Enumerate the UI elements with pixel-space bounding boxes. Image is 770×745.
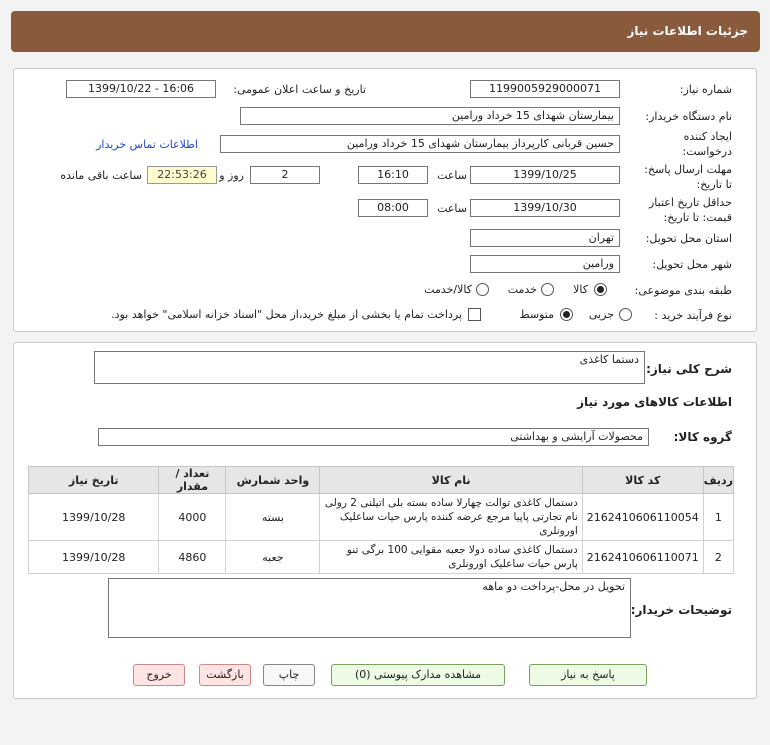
- province-field: تهران: [470, 229, 620, 247]
- process-option-medium: متوسط: [519, 308, 554, 321]
- category-radio-service[interactable]: [541, 283, 554, 296]
- cell-date: 1399/10/28: [29, 541, 159, 574]
- cell-name: دستمال کاغذی توالت چهارلا ساده بسته بلی اتیلنی 2 رولی نام تجارتی پاپیا مرجع عرضه کننده پارس حیات ساعلیک اورونلری: [320, 494, 582, 541]
- process-radio-medium[interactable]: [560, 308, 573, 321]
- validity-time-field: 08:00: [358, 199, 428, 217]
- deadline-label-1: مهلت ارسال پاسخ:: [644, 163, 732, 176]
- remaining-label: ساعت باقی مانده: [60, 169, 142, 182]
- exit-button[interactable]: خروج: [133, 664, 185, 686]
- city-label: شهر محل تحویل:: [652, 258, 732, 271]
- province-label: استان محل تحویل:: [645, 232, 732, 245]
- cell-date: 1399/10/28: [29, 494, 159, 541]
- goods-table: [28, 466, 734, 574]
- col-header-name: نام کالا: [320, 467, 582, 494]
- days-field: 2: [250, 166, 320, 184]
- requester-label-2: درخواست:: [682, 145, 732, 158]
- need-number-field: 1199005929000071: [470, 80, 620, 98]
- attachments-button[interactable]: مشاهده مدارک پیوستی (0): [331, 664, 505, 686]
- col-header-qty: تعداد / مقدار: [159, 467, 226, 494]
- print-button[interactable]: چاپ: [263, 664, 315, 686]
- col-header-unit: واحد شمارش: [226, 467, 320, 494]
- city-field: ورامین: [470, 255, 620, 273]
- category-label: طبقه بندی موضوعی:: [634, 284, 732, 297]
- general-desc-field: دستما کاغذی: [94, 351, 645, 384]
- cell-row: 2: [703, 541, 733, 574]
- general-desc-label: شرح کلی نیاز:: [646, 362, 732, 376]
- cell-name: دستمال کاغذی ساده دولا جعبه مقوایی 100 برگی تنو پارس حیات ساعلیک اورونلری: [320, 541, 582, 574]
- col-header-row: ردیف: [703, 467, 733, 494]
- deadline-time-field: 16:10: [358, 166, 428, 184]
- buyer-contact-link[interactable]: اطلاعات تماس خریدار: [96, 138, 198, 151]
- process-option-minor: جزیی: [588, 308, 614, 321]
- cell-code: 2162410606110071: [582, 541, 703, 574]
- back-button[interactable]: بازگشت: [199, 664, 251, 686]
- goods-table-header: [29, 467, 734, 494]
- requester-label-1: ایجاد کننده: [683, 130, 732, 143]
- remaining-time-field: 22:53:26: [147, 166, 217, 184]
- cell-unit: جعبه: [226, 541, 320, 574]
- validity-time-label: ساعت: [437, 202, 467, 215]
- category-option-goods: کالا: [573, 283, 588, 296]
- cell-qty: 4860: [159, 541, 226, 574]
- cell-row: 1: [703, 494, 733, 541]
- category-option-service: خدمت: [507, 283, 537, 296]
- announce-field: 1399/10/22 - 16:06: [66, 80, 216, 98]
- treasury-payment-checkbox[interactable]: [468, 308, 481, 321]
- buyer-notes-field: تحویل در محل-پرداخت دو ماهه: [108, 578, 631, 638]
- category-option-goods-service: کالا/خدمت: [424, 283, 472, 296]
- deadline-time-label: ساعت: [437, 169, 467, 182]
- deadline-label-2: تا تاریخ:: [696, 178, 732, 191]
- treasury-payment-note: پرداخت تمام یا بخشی از مبلغ خرید،از محل "اسناد خزانه اسلامی" خواهد بود.: [111, 308, 462, 321]
- validity-label-1: حداقل تاریخ اعتبار: [648, 196, 732, 209]
- deadline-date-field: 1399/10/25: [470, 166, 620, 184]
- category-radio-goods[interactable]: [594, 283, 607, 296]
- cell-unit: بسته: [226, 494, 320, 541]
- goods-group-label: گروه کالا:: [673, 430, 732, 444]
- requester-field: حسین قربانی کارپرداز بیمارستان شهدای 15 خرداد ورامین: [220, 135, 620, 153]
- goods-info-title: اطلاعات کالاهای مورد نیاز: [577, 395, 732, 409]
- validity-date-field: 1399/10/30: [470, 199, 620, 217]
- page-header: [11, 11, 760, 52]
- goods-group-field: محصولات آرایشی و بهداشتی: [98, 428, 649, 446]
- announce-label: تاریخ و ساعت اعلان عمومی:: [233, 83, 366, 96]
- table-row: [29, 494, 734, 541]
- cell-qty: 4000: [159, 494, 226, 541]
- table-row: [29, 541, 734, 574]
- col-header-date: تاریخ نیاز: [29, 467, 159, 494]
- validity-label-2: قیمت: تا تاریخ:: [663, 211, 732, 224]
- col-header-code: کد کالا: [582, 467, 703, 494]
- need-number-label: شماره نیاز:: [679, 83, 732, 96]
- process-radio-minor[interactable]: [619, 308, 632, 321]
- cell-code: 2162410606110054: [582, 494, 703, 541]
- reply-button[interactable]: پاسخ به نیاز: [529, 664, 647, 686]
- buyer-notes-label: توضیحات خریدار:: [630, 603, 732, 617]
- page-title: جزئیات اطلاعات نیاز: [627, 24, 748, 38]
- buyer-org-label: نام دستگاه خریدار:: [645, 110, 732, 123]
- process-label: نوع فرآیند خرید :: [654, 309, 732, 322]
- buyer-org-field: بیمارستان شهدای 15 خرداد ورامین: [240, 107, 620, 125]
- category-radio-goods-service[interactable]: [476, 283, 489, 296]
- days-label: روز و: [219, 169, 244, 182]
